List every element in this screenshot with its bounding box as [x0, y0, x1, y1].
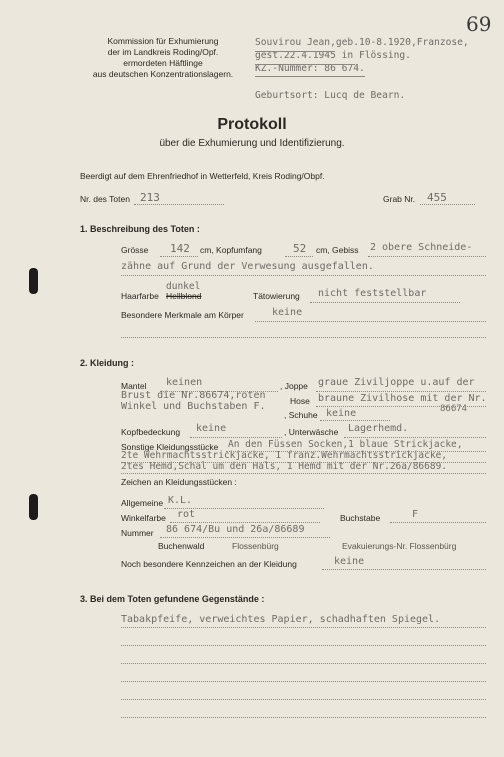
schuhe-label: , Schuhe — [284, 410, 318, 420]
taetowierung-value: nicht feststellbar — [318, 288, 427, 299]
merkmale-label: Besondere Merkmale am Körper — [121, 310, 244, 320]
gebiss-value-2: zähne auf Grund der Verwesung ausgefallen. — [121, 261, 374, 272]
hose-value-2: 86674 — [440, 404, 468, 414]
winkelfarbe-value: rot — [177, 509, 196, 520]
binder-hole-bottom — [29, 494, 38, 520]
taetowierung-label: Tätowierung — [253, 291, 300, 301]
burial-line: Beerdigt auf dem Ehrenfriedhof in Wetterfeld, Kreis Roding/Obpf. — [80, 171, 325, 181]
mantel-label: Mantel — [121, 381, 147, 391]
groesse-unit: cm, Kopfumfang — [200, 245, 262, 255]
brust-line-2: Winkel und Buchstaben F. — [121, 401, 266, 412]
typed-header — [255, 36, 469, 75]
commission-line: der im Landkreis Roding/Opf. — [107, 47, 219, 57]
merkmale-value: keine — [272, 307, 303, 318]
unterwaesche-value: Lagerhemd. — [348, 423, 409, 434]
sonstige-label: Sonstige Kleidungsstücke — [121, 442, 219, 452]
binder-hole-top — [29, 268, 38, 294]
document-subtitle: über die Exhumierung und Identifizierung. — [159, 138, 345, 149]
sonstige-value-3: 2tes Hemd,Schal um den Hals, 1 Hemd mit der Nr.26a/86689. — [121, 461, 448, 472]
allgemeine-value: K.L. — [168, 495, 193, 506]
haarfarbe-struck: Hellblond — [166, 291, 202, 301]
birthplace: Geburtsort: Lucq de Bearn. — [255, 90, 406, 101]
sonstige-value-1: An den Füssen Socken,1 blaue Strickjacke, — [228, 439, 463, 450]
groesse-label: Grösse — [121, 245, 149, 255]
section2-heading: 2. Kleidung : — [80, 358, 134, 368]
hose-label: Hose — [290, 396, 310, 406]
joppe-value: graue Ziviljoppe u.auf der — [318, 377, 475, 388]
gebiss-value-1: 2 obere Schneide- — [370, 242, 473, 253]
allgemeine-label: Allgemeine — [121, 498, 164, 508]
haarfarbe-typed: dunkel — [166, 281, 201, 292]
section3-value: Tabakpfeife, verweichtes Papier, schadhaften Spiegel. — [121, 614, 441, 625]
typed-death-line: gest.22.4.1945 in Flössing. — [255, 50, 411, 61]
kopfbedeckung-value: keine — [196, 423, 227, 434]
schuhe-value: keine — [326, 408, 357, 419]
grave-number-value: 455 — [427, 191, 447, 204]
page-number: 69 — [466, 12, 492, 36]
besondere-label: Noch besondere Kennzeichen an der Kleidung — [121, 559, 297, 569]
unterwaesche-label: , Unterwäsche — [284, 427, 339, 437]
sonstige-value-2: 2te Wehrmachtsstrickjacke, 1 franz.Wehrmachtsstrickjacke, — [121, 450, 448, 461]
mantel-value: keinen — [166, 377, 203, 388]
dead-number-value: 213 — [140, 191, 160, 204]
haarfarbe-printed — [166, 291, 201, 301]
zeichen-label: Zeichen an Kleidungsstücken : — [121, 477, 237, 487]
kopfbedeckung-label: Kopfbedeckung — [121, 427, 181, 437]
typed-kz-number-line: KZ.-Nummer: 86 674. — [255, 63, 365, 74]
evakuierung-label: Evakuierungs-Nr. Flossenbürg — [342, 541, 457, 551]
kopfumfang-unit: cm, Gebiss — [316, 245, 359, 255]
joppe-label: , Joppe — [280, 381, 308, 391]
buchenwald-label: Buchenwald — [158, 541, 205, 551]
hose-value: braune Zivilhose mit der Nr. — [318, 393, 487, 404]
flossenbuerg-label: Flossenbürg — [232, 541, 279, 551]
dead-number-label: Nr. des Toten — [80, 194, 130, 204]
section3-heading: 3. Bei dem Toten gefundene Gegenstände : — [80, 594, 265, 604]
commission-line: ermordeten Häftlinge — [123, 58, 203, 68]
brust-line-1: Brust die Nr.86674,roten — [121, 390, 266, 401]
commission-line: aus deutschen Konzentrationslagern. — [92, 69, 234, 79]
besondere-value: keine — [334, 556, 365, 567]
groesse-value: 142 — [170, 242, 190, 255]
nummer-label: Nummer — [121, 528, 154, 538]
buchstabe-label: Buchstabe — [340, 513, 381, 523]
commission-block — [88, 36, 238, 80]
typed-name-line: Souvirou Jean,geb.10-8.1920,Franzose, — [255, 37, 469, 48]
grave-number-label: Grab Nr. — [383, 194, 416, 204]
section1-heading: 1. Beschreibung des Toten : — [80, 224, 200, 234]
kopfumfang-value: 52 — [293, 242, 307, 255]
document-title: Protokoll — [217, 116, 287, 133]
commission-line: Kommission für Exhumierung — [107, 36, 219, 46]
winkelfarbe-label: Winkelfarbe — [121, 513, 166, 523]
nummer-value: 86 674/Bu und 26a/86689 — [166, 524, 305, 535]
buchstabe-value: F — [412, 509, 419, 520]
haarfarbe-label: Haarfarbe — [121, 291, 159, 301]
